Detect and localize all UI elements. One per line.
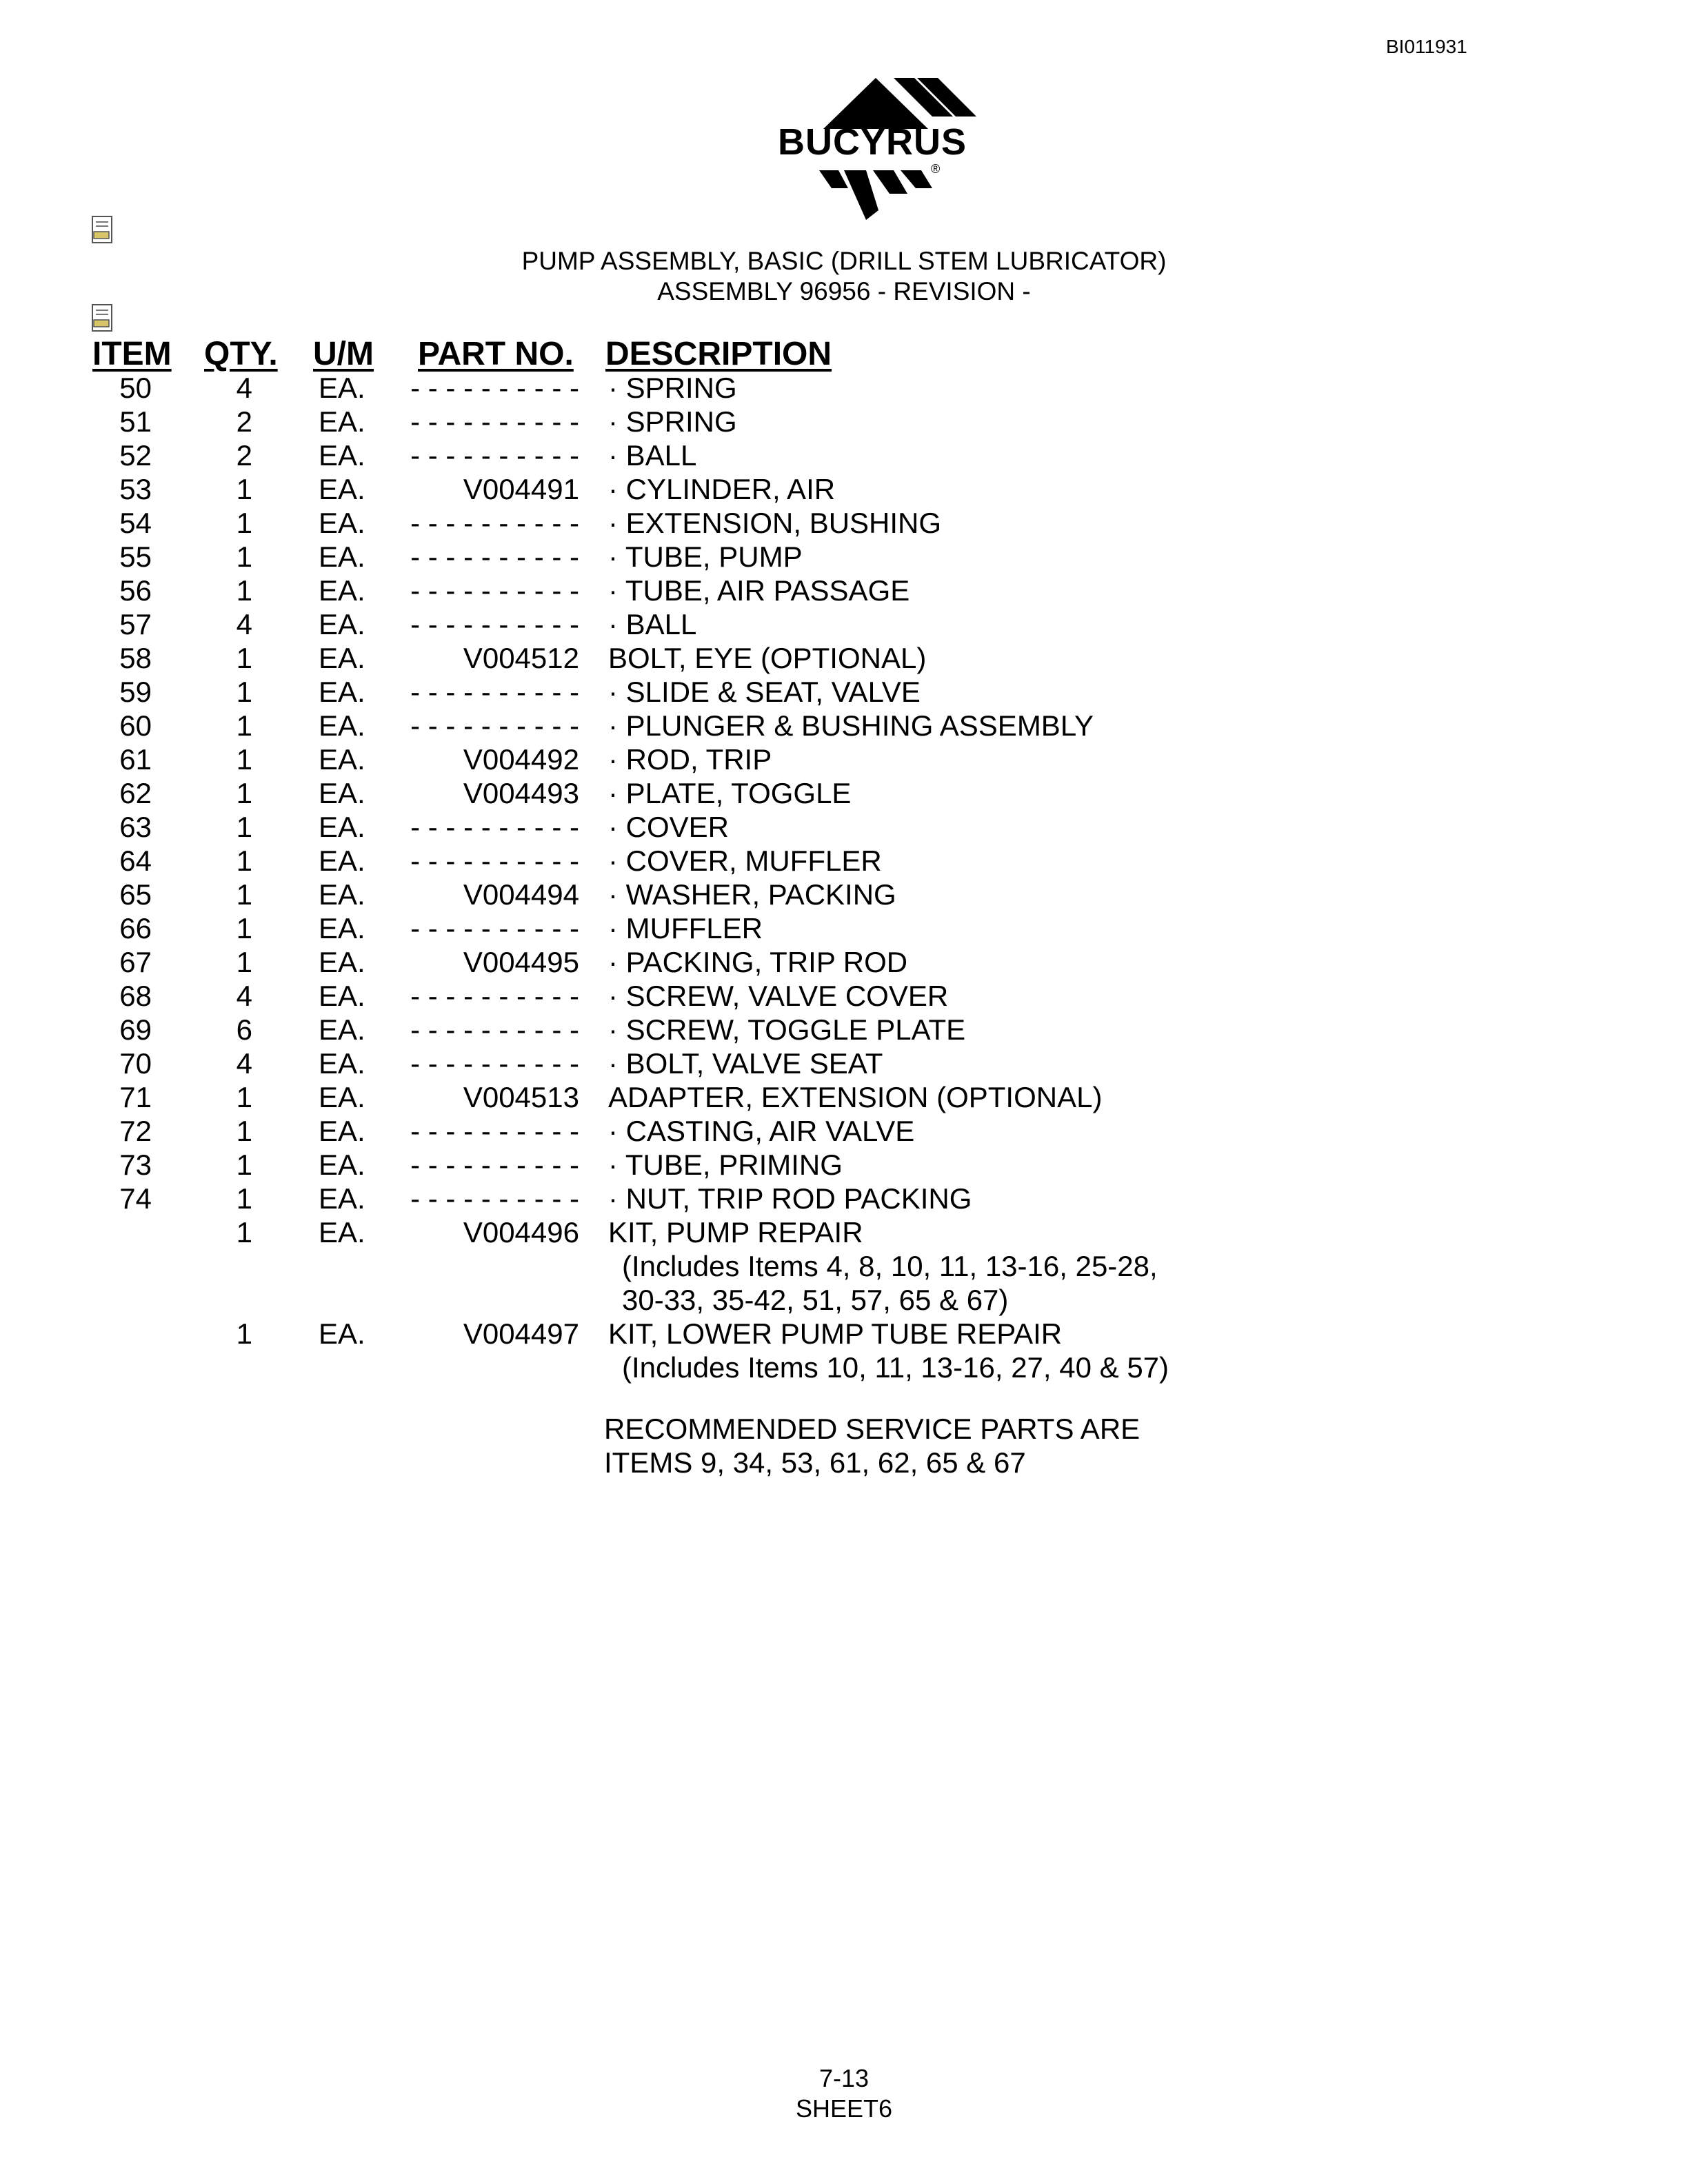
- page-number: 7-13: [818, 2064, 870, 2092]
- item-number: 69: [119, 1013, 152, 1046]
- quantity: 1: [236, 946, 252, 978]
- quantity: 1: [236, 676, 252, 708]
- quantity: 1: [236, 743, 252, 776]
- header-description: DESCRIPTION: [605, 336, 832, 372]
- item-number: 57: [119, 608, 152, 640]
- part-description: · BALL: [608, 439, 697, 472]
- part-number: - - - - - - - - - -: [410, 507, 579, 539]
- unit-of-measure: EA.: [319, 1013, 365, 1046]
- unit-of-measure: EA.: [319, 540, 365, 573]
- part-number: - - - - - - - - - -: [410, 912, 579, 944]
- part-description: · TUBE, PUMP: [608, 540, 803, 573]
- item-number: 54: [119, 507, 152, 539]
- item-number: 68: [119, 980, 152, 1012]
- part-description: · WASHER, PACKING: [608, 878, 896, 911]
- item-number: 56: [119, 574, 152, 607]
- unit-of-measure: EA.: [319, 1081, 365, 1113]
- part-number: - - - - - - - - - -: [410, 1149, 579, 1181]
- part-number: - - - - - - - - - -: [410, 574, 579, 607]
- unit-of-measure: EA.: [319, 372, 365, 404]
- part-description: · CASTING, AIR VALVE: [608, 1115, 915, 1147]
- quantity: 4: [236, 608, 252, 640]
- quantity: 6: [236, 1013, 252, 1046]
- item-number: 71: [119, 1081, 152, 1113]
- part-description: · PACKING, TRIP ROD: [608, 946, 908, 978]
- header-um: U/M: [313, 336, 374, 372]
- item-number: 60: [119, 709, 152, 742]
- unit-of-measure: EA.: [319, 1047, 365, 1080]
- unit-of-measure: EA.: [319, 980, 365, 1012]
- document-id: BI011931: [1386, 36, 1467, 57]
- unit-of-measure: EA.: [319, 743, 365, 776]
- part-description: · SCREW, TOGGLE PLATE: [608, 1013, 966, 1046]
- item-number: 53: [119, 473, 152, 505]
- sheet-label: SHEET6: [795, 2094, 893, 2123]
- part-number: V004513: [463, 1081, 579, 1113]
- unit-of-measure: EA.: [319, 709, 365, 742]
- item-number: 73: [119, 1149, 152, 1181]
- unit-of-measure: EA.: [319, 845, 365, 877]
- part-description: BOLT, EYE (OPTIONAL): [608, 642, 927, 674]
- unit-of-measure: EA.: [319, 439, 365, 472]
- item-number: 74: [119, 1182, 152, 1215]
- item-number: 66: [119, 912, 152, 944]
- part-description: · CYLINDER, AIR: [608, 473, 836, 505]
- part-number: V004494: [463, 878, 579, 911]
- logo-wordmark: BUCYRUS: [777, 121, 967, 163]
- embedded-file-icon[interactable]: [90, 215, 117, 245]
- quantity: 1: [236, 777, 252, 809]
- unit-of-measure: EA.: [319, 777, 365, 809]
- quantity: 1: [236, 574, 252, 607]
- part-number: - - - - - - - - - -: [410, 1115, 579, 1147]
- part-description: · NUT, TRIP ROD PACKING: [608, 1182, 972, 1215]
- unit-of-measure: EA.: [319, 405, 365, 438]
- unit-of-measure: EA.: [319, 1149, 365, 1181]
- registered-mark: ®: [931, 162, 941, 176]
- document-subtitle: ASSEMBLY 96956 - REVISION -: [657, 277, 1031, 305]
- part-number: - - - - - - - - - -: [410, 405, 579, 438]
- part-number: V004512: [463, 642, 579, 674]
- quantity: 1: [236, 912, 252, 944]
- part-number: - - - - - - - - - -: [410, 676, 579, 708]
- part-number: V004491: [463, 473, 579, 505]
- recommended-note-line1: RECOMMENDED SERVICE PARTS ARE: [604, 1413, 1141, 1445]
- item-number: 58: [119, 642, 152, 674]
- part-number: V004492: [463, 743, 579, 776]
- kit-includes-note: (Includes Items 4, 8, 10, 11, 13-16, 25-28,: [622, 1250, 1158, 1282]
- item-number: 50: [119, 372, 152, 404]
- part-description: · TUBE, AIR PASSAGE: [608, 574, 910, 607]
- unit-of-measure: EA.: [319, 1115, 365, 1147]
- kit-description: KIT, LOWER PUMP TUBE REPAIR: [608, 1317, 1063, 1350]
- part-description: · COVER, MUFFLER: [608, 845, 882, 877]
- item-number: 67: [119, 946, 152, 978]
- part-number: - - - - - - - - - -: [410, 540, 579, 573]
- kit-includes-note: (Includes Items 10, 11, 13-16, 27, 40 & 57): [622, 1351, 1169, 1384]
- part-description: · SCREW, VALVE COVER: [608, 980, 949, 1012]
- part-description: · BALL: [608, 608, 697, 640]
- unit-of-measure: EA.: [319, 473, 365, 505]
- part-description: · ROD, TRIP: [608, 743, 772, 776]
- quantity: 1: [236, 709, 252, 742]
- item-number: 62: [119, 777, 152, 809]
- item-number: 61: [119, 743, 152, 776]
- part-description: ADAPTER, EXTENSION (OPTIONAL): [608, 1081, 1103, 1113]
- part-number: - - - - - - - - - -: [410, 1047, 579, 1080]
- quantity: 1: [236, 811, 252, 843]
- item-number: 72: [119, 1115, 152, 1147]
- quantity: 1: [236, 1149, 252, 1181]
- item-number: 63: [119, 811, 152, 843]
- quantity: 4: [236, 980, 252, 1012]
- part-number: - - - - - - - - - -: [410, 439, 579, 472]
- quantity: 1: [236, 845, 252, 877]
- unit-of-measure: EA.: [319, 878, 365, 911]
- part-description: · PLUNGER & BUSHING ASSEMBLY: [608, 709, 1094, 742]
- item-number: 65: [119, 878, 152, 911]
- part-number: - - - - - - - - - -: [410, 709, 579, 742]
- unit-of-measure: EA.: [319, 1182, 365, 1215]
- item-number: 59: [119, 676, 152, 708]
- quantity: 1: [236, 878, 252, 911]
- kit-part-number: V004497: [463, 1317, 579, 1350]
- quantity: 2: [236, 439, 252, 472]
- part-description: · SPRING: [608, 372, 737, 404]
- part-number: V004495: [463, 946, 579, 978]
- part-number: V004493: [463, 777, 579, 809]
- unit-of-measure: EA.: [319, 811, 365, 843]
- part-number: - - - - - - - - - -: [410, 608, 579, 640]
- item-number: 64: [119, 845, 152, 877]
- part-description: · BOLT, VALVE SEAT: [608, 1047, 883, 1080]
- part-description: · EXTENSION, BUSHING: [608, 507, 942, 539]
- unit-of-measure: EA.: [319, 676, 365, 708]
- quantity: 1: [236, 1115, 252, 1147]
- part-description: · SPRING: [608, 405, 737, 438]
- part-description: · COVER: [608, 811, 730, 843]
- part-description: · TUBE, PRIMING: [608, 1149, 843, 1181]
- embedded-file-icon[interactable]: [90, 303, 117, 334]
- item-number: 51: [119, 405, 152, 438]
- unit-of-measure: EA.: [319, 507, 365, 539]
- part-number: - - - - - - - - - -: [410, 1182, 579, 1215]
- part-description: · PLATE, TOGGLE: [608, 777, 852, 809]
- item-number: 70: [119, 1047, 152, 1080]
- header-part-no: PART NO.: [418, 336, 574, 372]
- quantity: 1: [236, 1081, 252, 1113]
- header-item: ITEM: [92, 336, 172, 372]
- bucyrus-logo: [752, 72, 1000, 224]
- part-description: · SLIDE & SEAT, VALVE: [608, 676, 921, 708]
- part-number: - - - - - - - - - -: [410, 811, 579, 843]
- item-number: 55: [119, 540, 152, 573]
- unit-of-measure: EA.: [319, 642, 365, 674]
- part-number: - - - - - - - - - -: [410, 372, 579, 404]
- part-number: - - - - - - - - - -: [410, 845, 579, 877]
- quantity: 1: [236, 540, 252, 573]
- unit-of-measure: EA.: [319, 574, 365, 607]
- unit-of-measure: EA.: [319, 946, 365, 978]
- header-qty: QTY.: [204, 336, 278, 372]
- quantity: 1: [236, 473, 252, 505]
- part-number: - - - - - - - - - -: [410, 1013, 579, 1046]
- part-number: - - - - - - - - - -: [410, 980, 579, 1012]
- kit-quantity: 1: [236, 1317, 252, 1350]
- kit-part-number: V004496: [463, 1216, 579, 1248]
- quantity: 1: [236, 1182, 252, 1215]
- kit-description: KIT, PUMP REPAIR: [608, 1216, 863, 1248]
- part-description: · MUFFLER: [608, 912, 763, 944]
- quantity: 4: [236, 1047, 252, 1080]
- kit-includes-note: 30-33, 35-42, 51, 57, 65 & 67): [622, 1284, 1009, 1316]
- unit-of-measure: EA.: [319, 608, 365, 640]
- kit-unit-of-measure: EA.: [319, 1216, 365, 1248]
- item-number: 52: [119, 439, 152, 472]
- unit-of-measure: EA.: [319, 912, 365, 944]
- recommended-note-line2: ITEMS 9, 34, 53, 61, 62, 65 & 67: [604, 1446, 1026, 1479]
- document-title: PUMP ASSEMBLY, BASIC (DRILL STEM LUBRICATOR): [521, 247, 1167, 275]
- quantity: 1: [236, 642, 252, 674]
- quantity: 1: [236, 507, 252, 539]
- quantity: 2: [236, 405, 252, 438]
- quantity: 4: [236, 372, 252, 404]
- kit-unit-of-measure: EA.: [319, 1317, 365, 1350]
- kit-quantity: 1: [236, 1216, 252, 1248]
